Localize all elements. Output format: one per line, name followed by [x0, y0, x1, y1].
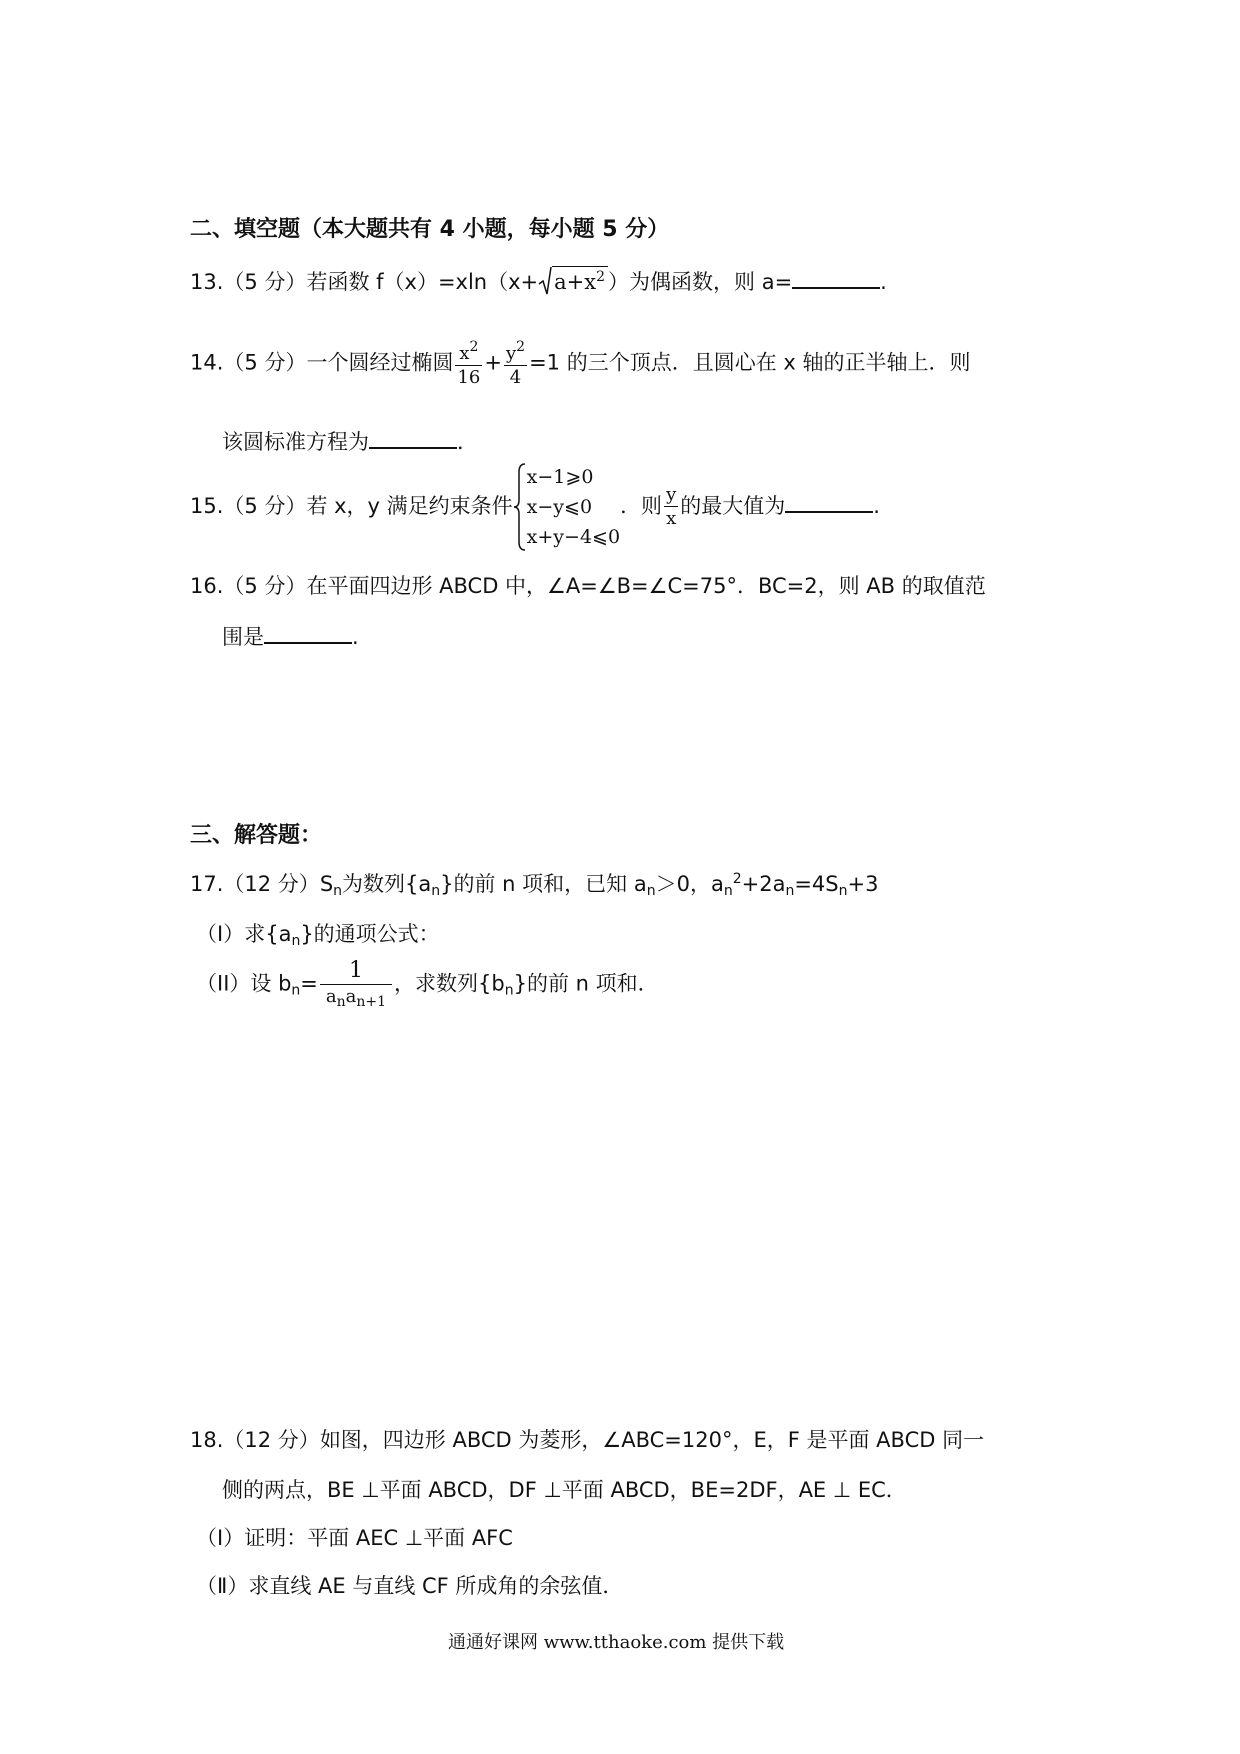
answer-blank[interactable]: [785, 489, 873, 513]
question-text: ）为偶函数，则 a=: [608, 270, 793, 294]
question-text: +2a: [741, 872, 786, 896]
sqrt-expression: [538, 266, 608, 294]
subscript: n: [431, 883, 441, 899]
question-18-line-2: 侧的两点，BE ⊥平面 ABCD，DF ⊥平面 ABCD，BE=2DF，AE ⊥ EC．: [222, 1478, 907, 1502]
constraint-system: [513, 462, 620, 552]
page-footer: 通通好课网 www.tthaoke.com 提供下载: [448, 1632, 785, 1653]
subscript: n: [723, 883, 733, 899]
question-text: 如图，四边形 ABCD 为菱形，∠ABC=120°，E，F 是平面 ABCD 同一: [319, 1428, 985, 1452]
section-3-heading: 三、解答题：: [190, 823, 323, 848]
question-text: 证明：平面 AEC ⊥平面 AFC: [244, 1526, 513, 1550]
fraction-y-squared-over-4: [504, 340, 527, 387]
question-number: 18.: [190, 1428, 224, 1452]
question-17: [190, 868, 878, 899]
question-text: 求直线 AE 与直线 CF 所成角的余弦值．: [248, 1574, 624, 1598]
subscript: n: [838, 883, 848, 899]
numerator: y: [666, 484, 677, 505]
question-14: [190, 340, 970, 387]
question-text: ＞0，a: [655, 872, 724, 896]
radicand-exponent: 2: [596, 269, 606, 285]
denominator-term: a: [325, 986, 337, 1007]
equals-sign: =: [300, 971, 318, 996]
question-18: [190, 1424, 984, 1454]
subscript: n: [291, 982, 301, 999]
numerator-exponent: 2: [469, 339, 479, 355]
answer-blank[interactable]: [264, 620, 352, 644]
question-16: [190, 570, 986, 600]
denominator: 16: [457, 367, 481, 388]
subscript: n: [291, 933, 301, 949]
question-text: 为数列{a: [342, 872, 432, 896]
numerator: 1: [348, 958, 363, 983]
question-16-line-2: [222, 620, 359, 651]
question-text: ，求数列{b: [394, 971, 505, 996]
answer-blank[interactable]: [792, 265, 880, 289]
radicand: a+x: [554, 270, 597, 294]
answer-blank[interactable]: [369, 425, 457, 449]
question-text: =4S: [794, 872, 839, 896]
question-15: [190, 462, 880, 552]
question-text: 求{a: [244, 922, 292, 946]
denominator: x: [664, 506, 678, 528]
fraction-x-squared-over-16: [455, 340, 482, 387]
question-end: ．: [457, 430, 478, 454]
question-score: （5 分）: [223, 350, 307, 375]
question-14-line-2: [222, 425, 478, 456]
question-score: （5 分）: [223, 270, 307, 294]
question-number: 15.: [190, 494, 224, 518]
numerator: x: [459, 343, 470, 364]
question-18-part-2: [196, 1570, 623, 1600]
constraint-3: x+y−4⩽0: [526, 526, 621, 548]
question-text: =1 的三个顶点．且圆心在 x 轴的正半轴上．则: [529, 350, 971, 375]
question-text: 在平面四边形 ABCD 中，∠A=∠B=∠C=75°．BC=2，则 AB 的取值范: [306, 574, 986, 598]
left-brace-icon: [513, 462, 527, 552]
denominator: 4: [504, 365, 527, 387]
fraction-one-over-an-an1: [320, 960, 392, 1009]
constraint-1: x−1⩾0: [526, 466, 594, 488]
question-text: 若 x，y 满足约束条件: [306, 494, 513, 518]
question-text: }的前 n 项和，已知 a: [440, 872, 647, 896]
question-number: 13.: [190, 270, 224, 294]
part-label: （Ⅰ）: [196, 1526, 245, 1550]
question-text: +3: [847, 872, 879, 896]
question-text: 设 b: [250, 971, 292, 996]
subscript: n: [336, 994, 346, 1010]
numerator: y: [505, 343, 517, 364]
question-13: [190, 265, 887, 296]
subscript: n: [333, 883, 343, 899]
question-text: 的最大值为: [680, 494, 786, 518]
question-number: 14.: [190, 350, 224, 375]
part-label: （II）: [196, 971, 251, 996]
question-text: 若函数 f（x）=xln（x+: [306, 270, 539, 294]
question-number: 16.: [190, 574, 224, 598]
part-label: （I）: [196, 922, 245, 946]
question-end: .: [873, 494, 880, 518]
subscript: n: [785, 883, 795, 899]
numerator-exponent: 2: [516, 339, 526, 355]
question-text: }的通项公式：: [300, 922, 440, 946]
question-18-part-1: [196, 1522, 513, 1552]
denominator-term: a: [345, 986, 357, 1007]
question-text: 该圆标准方程为: [222, 430, 369, 454]
question-score: （12 分）: [223, 1428, 320, 1452]
fraction-y-over-x: [664, 486, 678, 528]
question-text: 围是: [222, 625, 264, 649]
subscript: n: [504, 982, 514, 999]
subscript: n+1: [356, 994, 387, 1010]
plus-sign: +: [484, 350, 502, 375]
question-end: .: [880, 270, 887, 294]
question-score: （12 分）: [223, 872, 320, 896]
subscript: n: [646, 883, 656, 899]
radical-sign-icon: [538, 266, 552, 296]
math-symbol: S: [319, 872, 334, 896]
question-number: 17.: [190, 872, 224, 896]
question-text: ．则: [620, 494, 663, 518]
section-2-heading: 二、填空题（本大题共有 4 小题，每小题 5 分）: [190, 217, 670, 242]
question-17-part-2: [196, 960, 659, 1009]
question-score: （5 分）: [223, 494, 307, 518]
superscript: 2: [732, 871, 742, 887]
constraint-2: x−y⩽0: [526, 496, 593, 518]
question-text: }的前 n 项和．: [513, 971, 659, 996]
question-score: （5 分）: [223, 574, 307, 598]
question-17-part-1: [196, 918, 440, 949]
question-text: 一个圆经过椭圆: [306, 350, 454, 375]
part-label: （Ⅱ）: [196, 1574, 249, 1598]
question-end: .: [352, 625, 359, 649]
